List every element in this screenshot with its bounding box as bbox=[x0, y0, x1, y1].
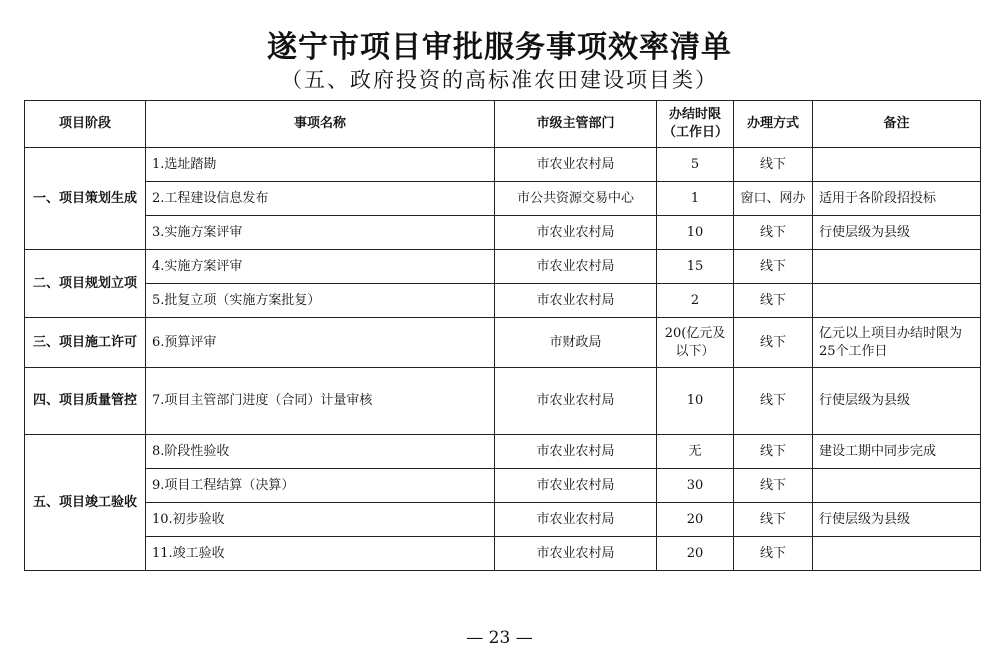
table-row bbox=[25, 537, 981, 571]
method-cell: 线下 bbox=[734, 469, 813, 503]
header-item-name: 事项名称 bbox=[146, 101, 495, 148]
header-department: 市级主管部门 bbox=[495, 101, 657, 148]
stage-cell: 三、项目施工许可 bbox=[25, 318, 146, 368]
note-cell: 适用于各阶段招投标 bbox=[813, 182, 981, 216]
method-cell: 窗口、网办 bbox=[734, 182, 813, 216]
item-name-cell: 8.阶段性验收 bbox=[146, 435, 495, 469]
stage-cell: 五、项目竣工验收 bbox=[25, 435, 146, 571]
department-cell: 市公共资源交易中心 bbox=[495, 182, 657, 216]
table-header-row bbox=[25, 101, 981, 148]
time-limit-cell: 20 bbox=[657, 503, 734, 537]
table-row bbox=[25, 368, 981, 435]
time-limit-cell: 20 bbox=[657, 537, 734, 571]
header-stage: 项目阶段 bbox=[25, 101, 146, 148]
method-cell: 线下 bbox=[734, 435, 813, 469]
department-cell: 市农业农村局 bbox=[495, 368, 657, 435]
time-limit-cell: 无 bbox=[657, 435, 734, 469]
item-name-cell: 3.实施方案评审 bbox=[146, 216, 495, 250]
time-limit-cell: 10 bbox=[657, 368, 734, 435]
method-cell: 线下 bbox=[734, 284, 813, 318]
table-row bbox=[25, 148, 981, 182]
item-name-cell: 7.项目主管部门进度（合同）计量审核 bbox=[146, 368, 495, 435]
method-cell: 线下 bbox=[734, 368, 813, 435]
document-subtitle: （五、政府投资的高标准农田建设项目类） bbox=[281, 68, 718, 92]
time-limit-cell: 5 bbox=[657, 148, 734, 182]
method-cell: 线下 bbox=[734, 503, 813, 537]
department-cell: 市财政局 bbox=[495, 318, 657, 368]
time-limit-cell: 15 bbox=[657, 250, 734, 284]
item-name-cell: 10.初步验收 bbox=[146, 503, 495, 537]
method-cell: 线下 bbox=[734, 216, 813, 250]
note-cell: 建设工期中同步完成 bbox=[813, 435, 981, 469]
item-name-cell: 6.预算评审 bbox=[146, 318, 495, 368]
table-row bbox=[25, 435, 981, 469]
note-cell: 行使层级为县级 bbox=[813, 216, 981, 250]
department-cell: 市农业农村局 bbox=[495, 216, 657, 250]
department-cell: 市农业农村局 bbox=[495, 469, 657, 503]
time-limit-cell: 20(亿元及以下） bbox=[657, 318, 734, 368]
table-row bbox=[25, 503, 981, 537]
method-cell: 线下 bbox=[734, 537, 813, 571]
method-cell: 线下 bbox=[734, 318, 813, 368]
department-cell: 市农业农村局 bbox=[495, 503, 657, 537]
header-method: 办理方式 bbox=[734, 101, 813, 148]
department-cell: 市农业农村局 bbox=[495, 435, 657, 469]
item-name-cell: 11.竣工验收 bbox=[146, 537, 495, 571]
item-name-cell: 2.工程建设信息发布 bbox=[146, 182, 495, 216]
table-row bbox=[25, 182, 981, 216]
stage-cell: 四、项目质量管控 bbox=[25, 368, 146, 435]
item-name-cell: 9.项目工程结算（决算） bbox=[146, 469, 495, 503]
time-limit-cell: 10 bbox=[657, 216, 734, 250]
item-name-cell: 5.批复立项（实施方案批复） bbox=[146, 284, 495, 318]
department-cell: 市农业农村局 bbox=[495, 284, 657, 318]
note-cell bbox=[813, 469, 981, 503]
stage-cell: 二、项目规划立项 bbox=[25, 250, 146, 318]
table-row bbox=[25, 469, 981, 503]
table-row bbox=[25, 216, 981, 250]
table-row bbox=[25, 250, 981, 284]
note-cell: 行使层级为县级 bbox=[813, 503, 981, 537]
note-cell: 亿元以上项目办结时限为25个工作日 bbox=[813, 318, 981, 368]
note-cell bbox=[813, 148, 981, 182]
time-limit-cell: 30 bbox=[657, 469, 734, 503]
method-cell: 线下 bbox=[734, 148, 813, 182]
page-number: — 23 — bbox=[466, 628, 533, 648]
note-cell bbox=[813, 537, 981, 571]
table-row bbox=[25, 284, 981, 318]
item-name-cell: 1.选址踏勘 bbox=[146, 148, 495, 182]
document-title: 遂宁市项目审批服务事项效率清单 bbox=[267, 30, 732, 65]
efficiency-table bbox=[24, 100, 981, 571]
note-cell bbox=[813, 250, 981, 284]
department-cell: 市农业农村局 bbox=[495, 537, 657, 571]
item-name-cell: 4.实施方案评审 bbox=[146, 250, 495, 284]
note-cell: 行使层级为县级 bbox=[813, 368, 981, 435]
note-cell bbox=[813, 284, 981, 318]
header-time-limit: 办结时限（工作日） bbox=[657, 101, 734, 148]
stage-cell: 一、项目策划生成 bbox=[25, 148, 146, 250]
header-notes: 备注 bbox=[813, 101, 981, 148]
department-cell: 市农业农村局 bbox=[495, 250, 657, 284]
method-cell: 线下 bbox=[734, 250, 813, 284]
department-cell: 市农业农村局 bbox=[495, 148, 657, 182]
table-row bbox=[25, 318, 981, 368]
time-limit-cell: 2 bbox=[657, 284, 734, 318]
time-limit-cell: 1 bbox=[657, 182, 734, 216]
